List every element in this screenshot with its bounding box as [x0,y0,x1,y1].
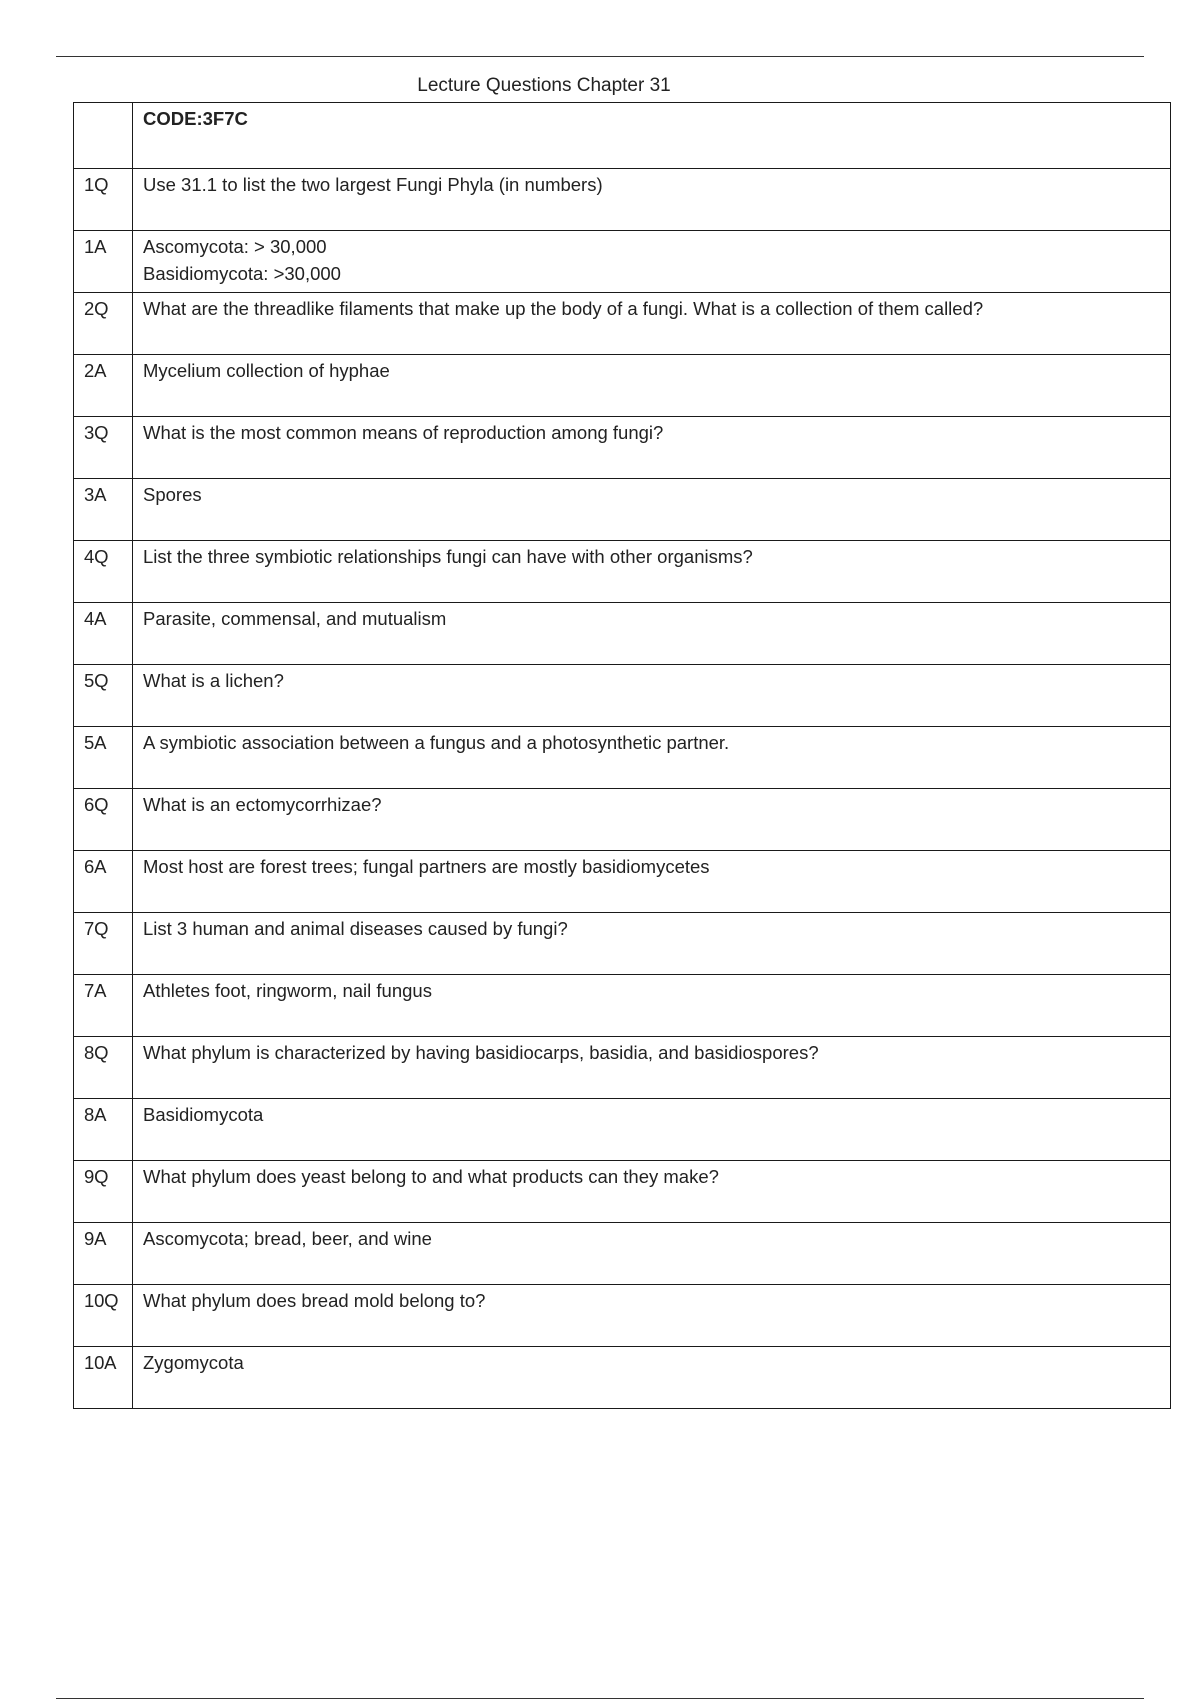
answer-row [74,1347,1171,1409]
question-row [74,1161,1171,1223]
question-text-cell [133,665,1171,727]
question-text: What is an ectomycorrhizae? [143,794,382,815]
answer-text-cell [133,727,1171,789]
row-id-cell: 3A [74,479,133,541]
answer-row [74,1099,1171,1161]
row-id-cell: 10Q [74,1285,133,1347]
row-id-cell: 3Q [74,417,133,479]
answer-text: Ascomycota; bread, beer, and wine [143,1228,432,1249]
row-id-cell: 6Q [74,789,133,851]
answer-text: Spores [143,484,202,505]
row-id-cell: 7A [74,975,133,1037]
question-text-cell [133,417,1171,479]
row-id-cell: 4A [74,603,133,665]
answer-text: Zygomycota [143,1352,244,1373]
row-id-cell: 1A [74,231,133,293]
answer-row [74,479,1171,541]
answer-text: Ascomycota: > 30,000 [143,236,327,257]
question-text: Use 31.1 to list the two largest Fungi Phyla (in numbers) [143,174,603,195]
question-text-cell [133,1161,1171,1223]
question-row [74,665,1171,727]
question-text: List 3 human and animal diseases caused by fungi? [143,918,568,939]
question-text: What phylum does bread mold belong to? [143,1290,486,1311]
question-text-cell [133,789,1171,851]
question-row [74,789,1171,851]
question-text-cell [133,169,1171,231]
question-text-cell [133,1037,1171,1099]
question-row [74,1037,1171,1099]
row-id-cell: 6A [74,851,133,913]
answer-text-cell [133,231,1171,293]
answer-text-cell [133,1223,1171,1285]
top-rule [56,56,1144,57]
answer-text: A symbiotic association between a fungus and a photosynthetic partner. [143,732,730,753]
answer-row [74,975,1171,1037]
row-id-cell: 7Q [74,913,133,975]
question-text-cell [133,293,1171,355]
answer-row [74,355,1171,417]
question-text: What phylum is characterized by having basidiocarps, basidia, and basidiospores? [143,1042,819,1063]
question-text-cell [133,1285,1171,1347]
row-id-cell: 9A [74,1223,133,1285]
row-id-cell: 2Q [74,293,133,355]
question-row [74,541,1171,603]
row-id-cell: 8Q [74,1037,133,1099]
question-row [74,1285,1171,1347]
code-label: CODE:3F7C [133,103,1171,169]
answer-text-cell [133,851,1171,913]
answer-row [74,727,1171,789]
answer-text: Basidiomycota [143,1104,264,1125]
question-row [74,913,1171,975]
header-id-cell [74,103,133,169]
question-text: What are the threadlike filaments that make up the body of a fungi. What is a collection of them called? [143,298,984,319]
answer-text-cell [133,1347,1171,1409]
answer-text-cell [133,479,1171,541]
row-id-cell: 9Q [74,1161,133,1223]
answer-text: Mycelium collection of hyphae [143,360,390,381]
qa-table-body [74,103,1171,1409]
question-text: What is a lichen? [143,670,284,691]
question-text: List the three symbiotic relationships fungi can have with other organisms? [143,546,753,567]
row-id-cell: 5Q [74,665,133,727]
question-text: What is the most common means of reproduction among fungi? [143,422,664,443]
bottom-rule [56,1698,1144,1699]
answer-row [74,851,1171,913]
row-id-cell: 8A [74,1099,133,1161]
question-text-cell [133,913,1171,975]
question-text: What phylum does yeast belong to and what products can they make? [143,1166,719,1187]
row-id-cell: 2A [74,355,133,417]
answer-text-cell [133,355,1171,417]
row-id-cell: 10A [74,1347,133,1409]
answer-text: Most host are forest trees; fungal partners are mostly basidiomycetes [143,856,710,877]
qa-table [73,102,1171,1409]
question-row [74,293,1171,355]
row-id-cell: 4Q [74,541,133,603]
row-id-cell: 1Q [74,169,133,231]
question-row [74,417,1171,479]
question-row [74,169,1171,231]
answer-text-cell [133,975,1171,1037]
answer-text: Basidiomycota: >30,000 [143,263,341,284]
question-text-cell [133,541,1171,603]
document-title: Lecture Questions Chapter 31 [417,75,671,96]
answer-row [74,231,1171,293]
answer-text: Parasite, commensal, and mutualism [143,608,447,629]
answer-text: Athletes foot, ringworm, nail fungus [143,980,432,1001]
answer-text-cell [133,1099,1171,1161]
row-id-cell: 5A [74,727,133,789]
answer-row [74,1223,1171,1285]
answer-text-cell [133,603,1171,665]
answer-row [74,603,1171,665]
header-row [74,103,1171,169]
